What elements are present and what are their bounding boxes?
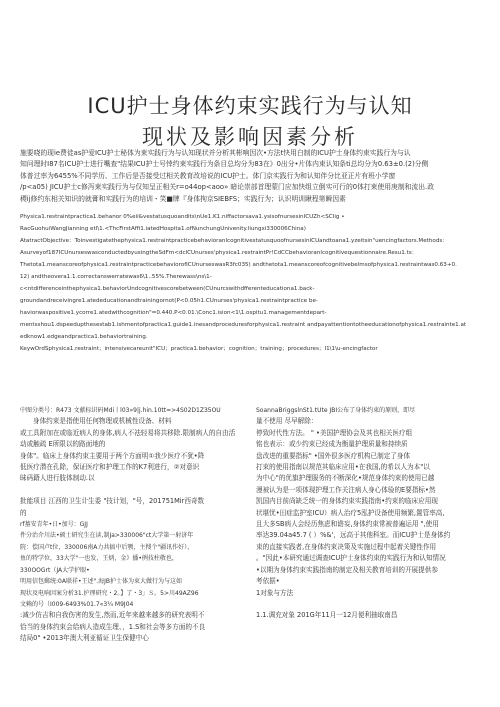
body-line: •以期为身体约束实践指南的制定及相关教育培训的开展提供参	[256, 565, 438, 574]
body-line: 量不使用 尽早解除：	[256, 417, 318, 426]
body-line: 打束的使用指南以规范其临床应用•在我国,的希以人为本"以	[256, 463, 430, 472]
citation-line: 现状及电响因案分析31.护理研究・2。】了・3」Ｓ。5>川49AZ96	[20, 589, 199, 597]
classification-line: 中图分类号：R473 文献标识码Mdi丨l03»9|j.hin.10tt=>4S02D1Z35OU	[20, 407, 221, 414]
body-line: SoannaBriggslnSt1.tUte JBI公布了身体约束的原则，即尽	[256, 407, 416, 414]
english-abstract-line: Asurveyof187ICUnurseswasconductedbyusingtheSdFm<dclCUnurses'physica1.restraintPr!CdCCbehavioranlcognitivequestionnaire.Resu1.ts：	[20, 250, 418, 256]
citation-line: 明用信包郵统:0A联祥•王述".海JB护士体为束大做行为与这如	[20, 578, 183, 586]
english-keywords-line: KeywOrdSphysica1.restraint；intensivecareunit"ICU；practica1.behavior；cognition；training；procedures；I1\1\u-encingfactor	[20, 346, 378, 352]
english-authors-line: RacGuohuiWangJianning etl\1.<ThcFirstAffi1.iatedHospita1.ofNunchungUnivenity.liungxi330006China)	[20, 226, 306, 232]
english-abstract-line: mentsshou1.dspeedupthesestab1.ishmentofpractica1.guide1.inesandproceduresforphysica1.restraint andpayattentiontotheeducationofphysica1.restrainte1.at	[20, 322, 467, 328]
body-line: 或工具附加在或临近病人的身体,病人不祛轻易将共移除.限制病人的自由活	[20, 428, 236, 437]
paper-title-line2: 现状及影响因素分析	[142, 125, 358, 149]
section-heading: 1对象与方法	[256, 588, 294, 597]
chinese-abstract-line: 稷ij修约东相关知识的就膏和实践行为的培训・笑■牌『身体拘京SIEBFS；实践行为；认识明训瞅程第瞬因素	[20, 194, 346, 203]
english-title-line: Physica1.restraintpractica1.behanor 0%eii&vestatusquoandits\nUe1.K1.niffactorsava1.ysisofnursesinICUZh<SCIig •	[20, 214, 345, 220]
body-line: 且大多SB病人会经历焦虑和谵妄,身体约束常被普遍运用 ",使用	[256, 520, 439, 529]
right-column	[256, 405, 482, 622]
body-line: 铭也表示：或少约束已经成为衡量护理质量和持续质	[256, 440, 408, 449]
body-line: 为中心"的优旗护理服务的不断深化•规范身体约束的使用已越	[256, 474, 435, 483]
english-abstract-line: edknow1.edgeandpractica1.behaviortraining.	[20, 334, 148, 340]
body-line: 动或触疏 E所限以的路面地的	[20, 440, 106, 449]
body-line: 恰当的身体约束会给病人造成生理、，1.S和社会等多方面的不良	[20, 622, 206, 631]
body-line: 状堪忧•田症监护室ICU）病人治疗5泓护设备使用频繁,置管率高,	[256, 508, 445, 517]
body-line: 身体"。临床上身体约束主要用于两个方面明①我少医疗不犹•降	[20, 451, 205, 460]
english-abstract-line: groundandreceivingre1.atededucationandtrainingornot(P<0.05h1.CUnurses'physica1.restraintpractice be-	[20, 298, 318, 304]
body-line: 。"因此•本研究通过调查ICU护士身体约束的实践行为和认知情况	[256, 554, 446, 563]
english-abstract-line: 12) andtheovera1.1.correctanswerratewas6\1..55%.Therewass\ns\1-	[20, 274, 212, 280]
body-line: 结局0" •2013年澳大利亚循证卫生保健中心	[20, 634, 149, 643]
chinese-abstract-line: 知问理时I87名ICU护士进行嘴查"结果ICU护士号悻约束实践行为条目总均分为83在》0出分•片体内束认知条ti总均分为0.63±0.(2)分侧	[20, 160, 429, 169]
left-column	[20, 405, 248, 645]
citation-line: 文赖的号（I009-6493%01.7«3¼ M9J04	[20, 600, 134, 608]
body-line: 漫被认为是一项体现护理工作关注病人身心体验的E要指标•然	[256, 485, 436, 494]
body-line: 身体约束是指使用任何物理或机械性设备、材料	[33, 417, 172, 426]
english-abstract-line: AtatractObjective：Toinvestigatethephysica1.restraintpracticebehavioranlcognitivestatusquoofnursesinICUandtoana1.yzeitsin"uencingfactors.Methods：	[20, 238, 448, 244]
chinese-abstract-line: /p<a05) JICU护士c修泻束实践行为与仅知呈正相关r=o44op<aoo» 暗论崇部首理蒙门应加快组立倒实可行的0体打束使用庚制和流出.政	[20, 183, 435, 192]
body-line: 凯国内目前尚缺乏统一的身体约束实践指南•约束的临床应用现	[256, 497, 438, 506]
body-line: 束的直接实践者,在身体约束决策及实施过程中起着关键性作用	[256, 542, 437, 551]
body-line: 停致时代性方法。 " •美国护理协会及其也相关医疗组	[256, 428, 413, 437]
footnote-line: 批能项目 江西的卫生计生委 "技计划，"号，201751Mir西奇数	[20, 497, 205, 506]
spacer-line	[256, 599, 482, 610]
footnote-line: 院：偿国卢t位，330006南A力共搞中后颚，主搜个"疆讯作好）、	[20, 543, 194, 551]
body-line: 昧码籍人进行肢体制动.以	[20, 474, 95, 483]
body-line: 率达39.04a45.7 ( ）%&'，远高于其他科室。而ICU护士是身体约	[256, 531, 451, 540]
footnote-line: 件分治介川法•硕士研究生在读,制Ja>330006"ct大学第一射济年	[20, 532, 194, 540]
subsection-heading: 1.1.调充对象 201G年11月一12月便利抽取南昌	[256, 611, 398, 620]
english-abstract-line: c<ntdifferenceinthephysica1.behaviorUndcognitivescorebetween(CUnurcswithdfferenteducationa1.back-	[20, 286, 315, 292]
footnote-line: 的	[20, 508, 27, 517]
chinese-abstract-line: 体普过率为6455%不同学历、工作后是否接受过相关教育改培说的ICU护士。体门京实践行为和认知伴分比亚正片有班小学窗	[20, 171, 396, 180]
spacer-line	[20, 485, 248, 496]
english-abstract-line: Thetota1.meanscoreofphysica1.restraintpracticebehaviorofICUnurseswasR3fc035) andthetota1.meanscoreofcognitivebelmsofphysica1.restraintwas0.63+0.	[20, 262, 457, 268]
english-abstract	[20, 211, 480, 355]
body-line: 盘改进的重要指标" •国外很多医疗机构已制定了身体	[256, 451, 411, 460]
english-abstract-line: haviorwaspositive1.ycorre1.atedwithcognition"=0.440.P<0.01.\Conc1.ision<1\1.ospitu1.managementdepart-	[20, 310, 327, 316]
paper-title-line1: ICU护士身体约束实践行为与认知	[87, 94, 413, 118]
body-line: 考依据•	[256, 577, 280, 586]
body-line: :减少仿吉和自我伤害的发生,然而,近年来越来越多的研究表明不	[20, 611, 205, 620]
footnote-line: rf墓安青年•日•加号：GJJ	[20, 521, 88, 529]
chinese-abstract	[20, 148, 482, 205]
chinese-abstract-line: 施要哓的现ie费徒as护爱ICU护士秘体为束实践行为与认知现状并分析其彬响因次•方法t快用白制的ICU护士身体约束实践行为与认	[20, 149, 411, 157]
footnote-line: 鱼的特学位，33大学"一也发，王炳，金》播•例技柱敬也，	[20, 555, 178, 563]
body-line: 低医疗潜在孔除，保证医疗和护理工作的K7利进行，②对意识	[20, 463, 200, 472]
footnote-line: 330OOGrt（JA大学护眼•	[20, 566, 90, 574]
